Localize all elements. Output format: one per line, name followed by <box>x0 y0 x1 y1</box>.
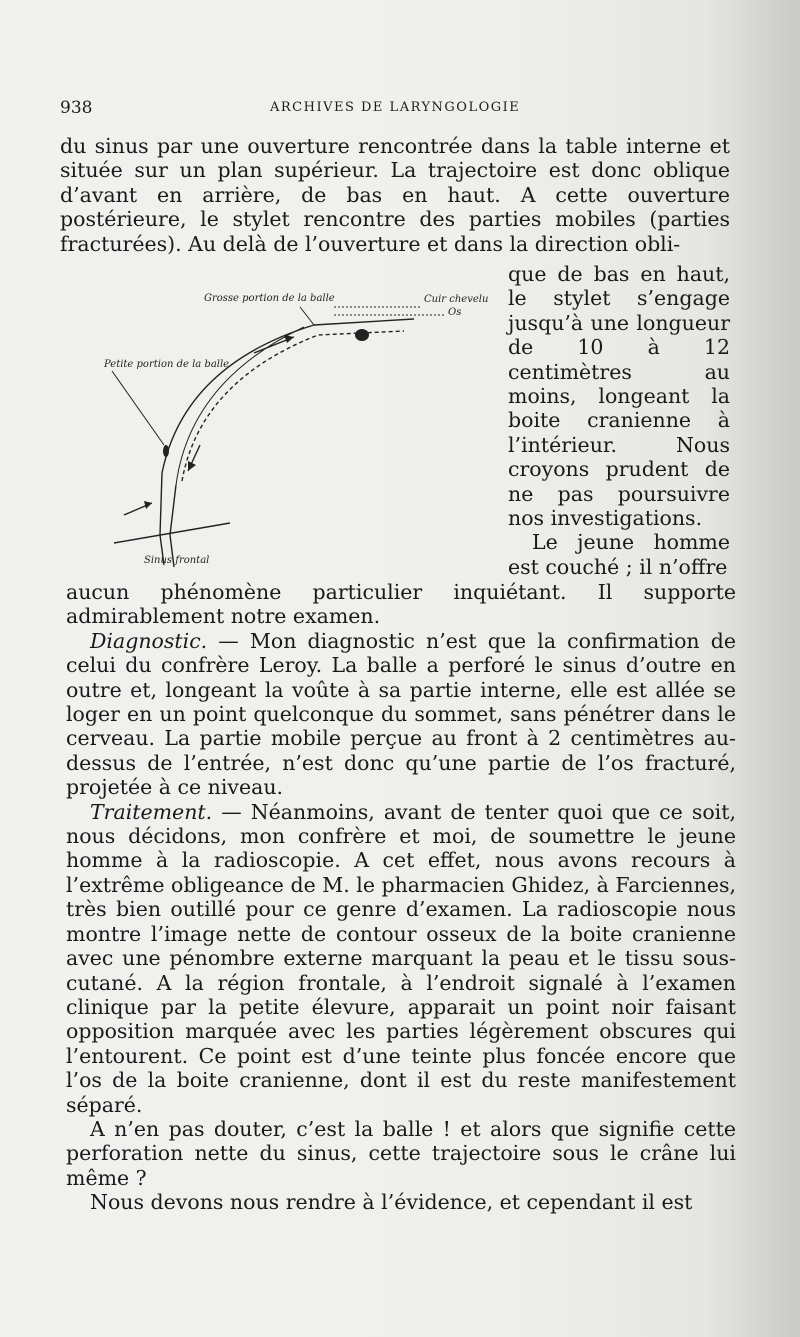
paragraph-bullet: A n’en pas douter, c’est la balle ! et alors que signifie cette perforation nette du sinus, cette trajectoire sous le crâne lui même ? <box>66 1116 736 1190</box>
sinus-line-left <box>160 473 164 565</box>
inner-table-line <box>176 327 304 485</box>
label-small-portion: Petite portion de la balle <box>104 359 230 370</box>
text-block-bottom <box>66 580 736 1215</box>
scalp-dashed-line <box>182 331 404 481</box>
text-block-beside-figure <box>508 262 730 579</box>
label-treatment: Traitement. <box>90 799 213 824</box>
text-treatment: — Néanmoins, avant de tenter quoi que ce soit, nous décidons, mon confrère et moi, de soumettre le jeune homme à la radioscopie. A cet effet, nous avons recours à l’extrême obligeance de M. le pharmacien Ghidez, à Farciennes, très bien outillé pour ce genre d’examen. La radioscopie nous montre l’image nette de contour osseux de la boite cranienne avec une pénombre externe marquant la peau et le tissu sous-cutané. A la région frontale, à l’endroit signalé à l’examen clinique par la petite élevure, apparait un point noir faisant opposition marquée avec les parties légèrement obscures qui l’entourent. Ce point est d’une teinte plus foncée encore que l’os de la boite cranienne, dont il est du reste manifestement séparé. <box>66 799 736 1117</box>
label-large-portion: Grosse portion de la balle <box>204 293 335 304</box>
base-line <box>114 523 230 543</box>
figure-bullet-trajectory <box>104 285 494 585</box>
label-frontal-sinus: Sinus frontal <box>144 555 210 566</box>
label-diagnostic: Diagnostic. <box>90 628 208 653</box>
text-diagnostic: — Mon diagnostic n’est que la confirmation de celui du confrère Leroy. La balle a perforé le sinus d’outre en outre et, longeant la voûte à sa partie interne, elle est allée se loger en un point quelconque du sommet, sans pénétrer dans le cerveau. La partie mobile perçue au front à 2 centimètres au-dessus de l’entrée, n’est donc qu’une partie de l’os fracturé, projetée à ce niveau. <box>66 628 736 800</box>
paragraph-continuation: aucun phénomène particulier inquiétant. Il supporte admirablement notre examen. <box>66 580 736 629</box>
paragraph-treatment <box>66 800 736 1117</box>
bullet-small-portion <box>163 445 169 457</box>
label-bone: Os <box>448 307 462 318</box>
arrow-upper-head <box>284 335 294 343</box>
trajectory-diagram <box>104 285 494 585</box>
paragraph-evidence: Nous devons nous rendre à l’évidence, et cependant il est <box>90 1190 693 1215</box>
text-block-top <box>60 134 730 256</box>
bullet-large-portion <box>355 329 369 341</box>
running-title: ARCHIVES DE LARYNGOLOGIE <box>270 100 521 115</box>
leader-grosse <box>300 307 314 325</box>
page-number: 938 <box>60 98 93 118</box>
paragraph-diagnostic <box>66 629 736 800</box>
arrow-lower-head <box>144 501 152 509</box>
paragraph-side-2: Le jeune homme est couché ; il n’offre <box>508 530 730 579</box>
paragraph-intro: du sinus par une ouverture rencontrée dans la table interne et située sur un plan supérieur. La trajectoire est donc oblique d’avant en arrière, de bas en haut. A cette ouverture postérieure, le stylet rencontre des parties mobiles (parties fracturées). Au delà de l’ouverture et dans la direction obli- <box>60 134 730 256</box>
leader-petite <box>112 371 164 445</box>
paragraph-side: que de bas en haut, le stylet s’engage jusqu’à une longueur de 10 à 12 centimètres au moins, longeant la boite cranienne à l’intérieur. Nous croyons prudent de ne pas poursuivre nos investigations. <box>508 262 730 531</box>
label-scalp: Cuir chevelu <box>424 294 489 305</box>
